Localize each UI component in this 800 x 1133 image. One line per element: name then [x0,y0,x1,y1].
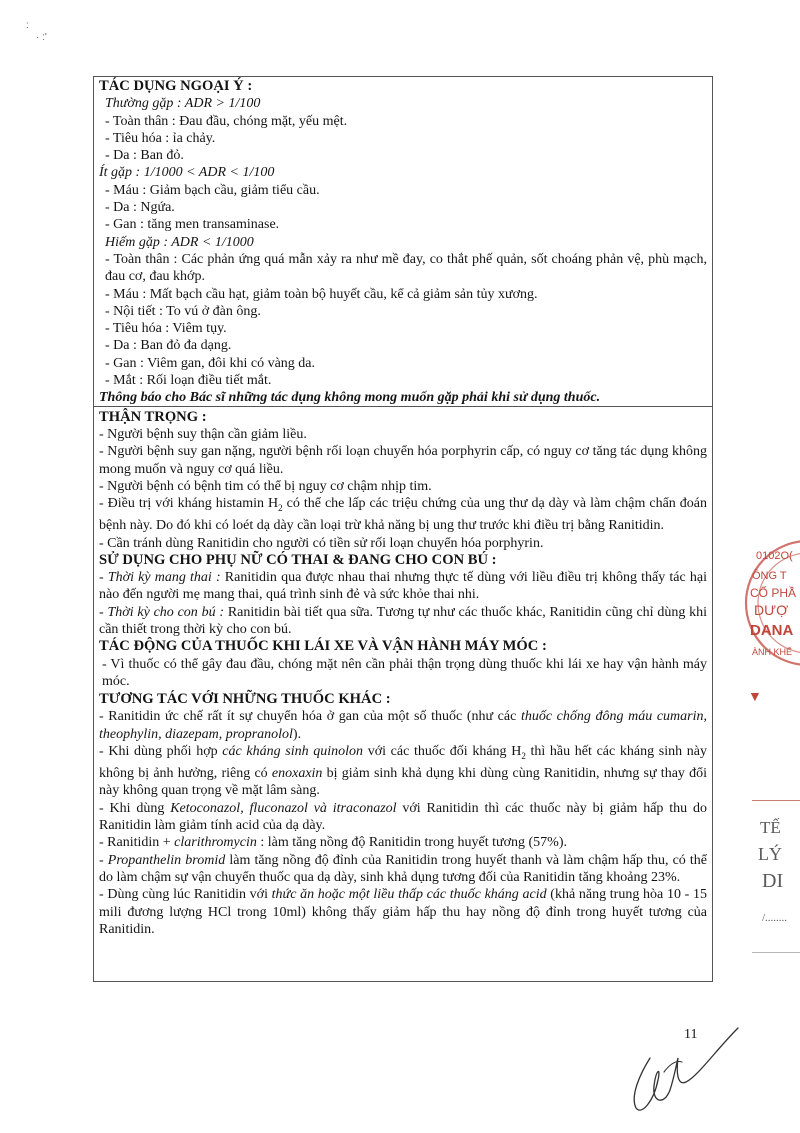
interaction-item [99,834,707,851]
side-fragment: /........ [762,912,788,924]
precaution-text: có thể che lấp các triệu chứng của ung thư dạ dày và làm chậm chẩn đoán bệnh này. Do đó khi có loét dạ dày cần loại trừ khả năng bị ung thư trước khi điều trị bằng Ranitidin. [99,496,708,534]
interaction-text: - Dùng cùng lúc Ranitidin với [99,887,272,903]
stamp-text: ÔNG T [752,570,787,582]
corner-mark-2: · :' [36,32,47,43]
side-fragment: DI [762,870,784,892]
rare-general: - Toàn thân : Các phản ứng quá mẫn xảy ra như mề đay, co thắt phế quản, sốt choáng phản vệ, phù mạch, đau cơ, đau khớp. [105,251,707,285]
company-stamp [734,535,800,670]
corner-marks [26,20,47,44]
page-number: 11 [684,1027,698,1042]
precaution-item: - Người bệnh suy gan nặng, người bệnh rối loạn chuyển hóa porphyrin cấp, có nguy cơ tăng tác dụng không mong muốn và nguy cơ quá liều. [99,444,707,477]
interaction-text: - [99,852,108,868]
interaction-text: với các thuốc đối kháng H [363,744,522,760]
rare-item: - Mắt : Rối loạn điều tiết mắt. [105,373,272,389]
stamp-text: ÀNH KHẾ [752,647,793,657]
interaction-text: - Khi dùng [99,800,171,816]
side-red-line [752,800,800,801]
rare-item: - Gan : Viêm gan, đôi khi có vàng da. [105,355,316,371]
side-fragment: LÝ [758,844,782,864]
interaction-text: - Ranitidin + [99,835,175,851]
pregnancy-label: - Thời kỳ mang thai : [99,570,221,586]
stamp-text: DANA [750,622,794,639]
pregnancy-item [99,569,707,604]
interaction-text: - Khi dùng phối hợp [99,744,223,760]
uncommon-item: - Gan : tăng men transaminase. [105,217,280,233]
interaction-drug: các kháng sinh quinolon [222,744,364,760]
interaction-item [99,708,707,743]
interaction-drug: thuốc chống đông máu cumarin, theophylin, diazepam, propranolol [99,709,708,742]
adverse-notice: Thông báo cho Bác sĩ những tác dụng không mong muốn gặp phải khi sử dụng thuốc. [99,390,601,406]
interaction-item [99,800,707,835]
common-item: - Toàn thân : Đau đầu, chóng mặt, yếu mệt. [105,113,348,129]
subscript: 2 [521,750,526,761]
precaution-item: - Cần tránh dùng Ranitidin cho người có tiền sử rối loạn chuyển hóa porphyrin. [99,535,544,551]
rare-item: - Da : Ban đỏ đa dạng. [105,338,232,354]
interaction-item [99,852,707,887]
precautions-heading: THẬN TRỌNG : [99,408,207,425]
subscript: 2 [278,502,283,513]
interaction-text: làm tăng nồng độ đỉnh của Ranitidin trong huyết thanh và làm chậm hấp thu, có thể do làm chậm sự vận chuyển thuốc qua dạ dày, sinh khả dụng tương đối của Ranitidin tăng khoảng 23%. [99,852,708,885]
rare-item: - Nội tiết : To vú ở đàn ông. [105,303,261,319]
uncommon-item: - Máu : Giảm bạch cầu, giảm tiểu cầu. [105,182,320,198]
rare-item: - Tiêu hóa : Viêm tụy. [105,321,227,337]
common-item: - Da : Ban đỏ. [105,148,184,164]
interaction-drug: thức ăn hoặc một liều thấp các thuốc kháng acid [271,887,547,903]
precaution-item: - Người bệnh suy thận cần giảm liều. [99,426,307,442]
driving-text: - Vì thuốc có thể gây đau đầu, chóng mặt nên cần phải thận trọng dùng thuốc khi lái xe hay vận hành máy móc. [102,656,707,689]
interactions-heading: TƯƠNG TÁC VỚI NHỮNG THUỐC KHÁC : [99,691,391,708]
interaction-text: (khả năng trung hòa 10 - 15 mili đương lượng HCl trong 10ml) không thấy giảm hấp thu hay nồng độ đỉnh trong huyết tương của Ranitidin. [99,887,707,937]
common-item: - Tiêu hóa : ỉa chảy. [105,130,216,146]
lactation-item [99,604,707,639]
stamp-text: CỔ PHẦ [750,586,797,600]
interaction-item [99,886,707,938]
interaction-drug: Propanthelin bromid [107,852,226,868]
interaction-text: ). [292,726,302,742]
lactation-label: - Thời kỳ cho con bú : [99,604,225,620]
precaution-item: - Người bệnh có bệnh tim có thể bị nguy cơ chậm nhịp tim. [99,478,432,494]
interaction-text: - Ranitidin ức chế rất ít sự chuyển hóa ở gan của một số thuốc (như các [99,709,521,725]
precaution-text: - Điều trị với kháng histamin H [99,496,279,512]
adverse-heading: TÁC DỤNG NGOẠI Ý : [99,78,253,94]
interaction-item [99,743,707,800]
handwritten-signature [612,1010,752,1120]
rare-item: - Máu : Mất bạch cầu hạt, giảm toàn bộ huyết cầu, kể cả giảm sản tủy xương. [105,286,538,302]
interaction-text: thì hầu hết các kháng sinh này không bị ảnh hưởng, riêng có [99,744,707,782]
interaction-text: với Ranitidin thì các thuốc này bị giảm hấp thu do Ranitidin làm giảm tính acid của dạ dày. [99,800,707,834]
side-gray-line [752,952,800,953]
stamp-text: DƯỢ [754,602,789,618]
common-heading: Thường gặp : ADR > 1/100 [105,96,261,112]
interaction-drug: clarithromycin [174,835,257,851]
side-fragment: TẾ [760,818,781,837]
pregnancy-heading: SỬ DỤNG CHO PHỤ NỮ CÓ THAI & ĐANG CHO CON BÚ : [99,551,497,568]
interaction-drug: enoxaxin [271,766,323,782]
content-body [99,78,707,938]
rare-heading: Hiếm gặp : ADR < 1/1000 [105,234,254,250]
driving-heading: TÁC ĐỘNG CỦA THUỐC KHI LÁI XE VÀ VẬN HÀNH MÁY MÓC : [99,638,547,655]
interaction-text: : làm tăng nồng độ Ranitidin trong huyết tương (57%). [256,835,567,851]
stamp-text: 0102O( [756,550,793,562]
lactation-text: Ranitidin bài tiết qua sữa. Tương tự như các thuốc khác, Ranitidin cũng chỉ dùng khi cần thiết trong thời kỳ cho con bú. [99,604,708,637]
interaction-text: bị giảm sinh khả dụng khi dùng cùng Ranitidin, nhưng sự thay đổi này không quan trọng về mặt lâm sàng. [99,766,708,799]
precaution-item-h2 [99,495,707,534]
uncommon-item: - Da : Ngứa. [105,200,175,216]
pregnancy-text: Ranitidin qua được nhau thai nhưng thực tế dùng với liều điều trị không thấy tác hại nào đến người mẹ mang thai, quá trình sinh đẻ và sức khỏe thai nhi. [99,570,707,603]
corner-mark-1: : [26,20,29,31]
side-mark: ▼ [748,690,762,705]
uncommon-heading: Ít gặp : 1/1000 < ADR < 1/100 [99,165,275,181]
interaction-drug: Ketoconazol, fluconazol và itraconazol [170,800,397,816]
